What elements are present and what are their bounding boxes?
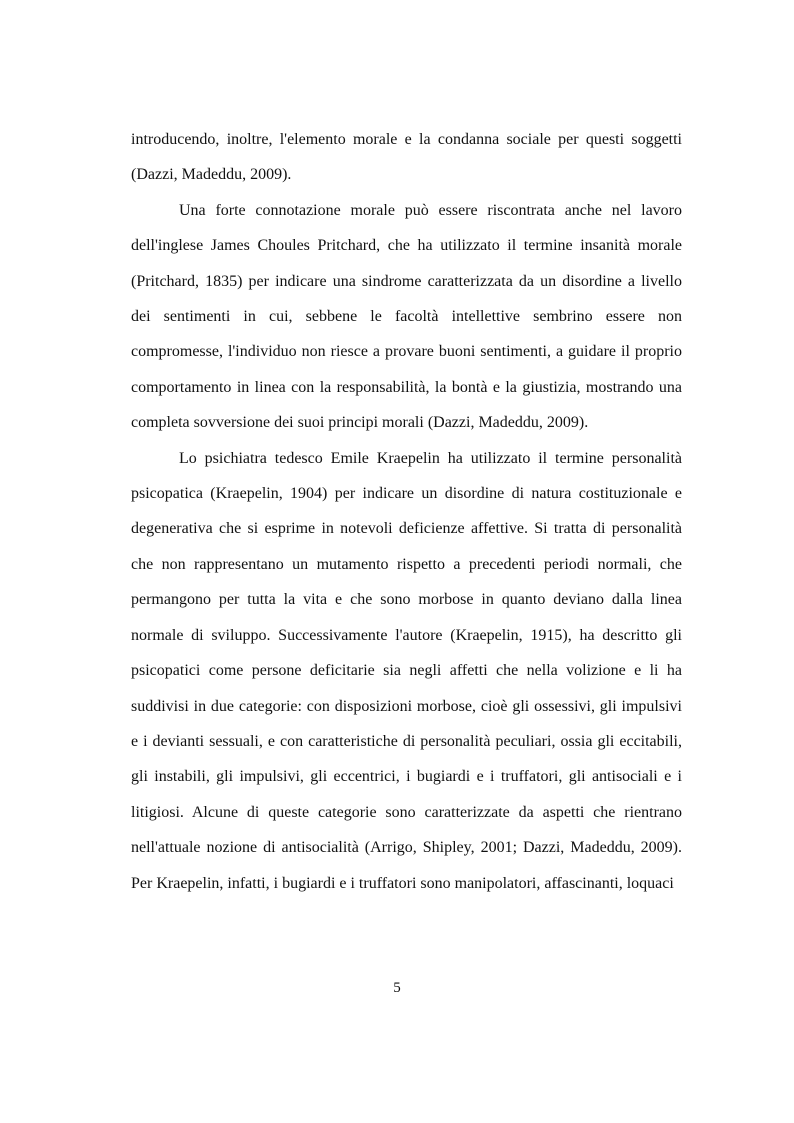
page-number: 5: [393, 980, 401, 996]
paragraph-kraepelin: Lo psichiatra tedesco Emile Kraepelin ha utilizzato il termine personalità psicopatica (Kraepelin, 1904) per indicare un disordine di natura costituzionale e degenerativa che si esprime in notevoli deficienze affettive. Si tratta di personalità che non rappresentano un mutamento rispetto a precedenti periodi normali, che permangono per tutta la vita e che sono morbose in quanto deviano dalla linea normale di sviluppo. Successivamente l'autore (Kraepelin, 1915), ha descritto gli psicopatici come persone deficitarie sia negli affetti che nella volizione e li ha suddivisi in due categorie: con disposizioni morbose, cioè gli ossessivi, gli impulsivi e i devianti sessuali, e con caratteristiche di personalità peculiari, ossia gli eccitabili, gli instabili, gli impulsivi, gli eccentrici, i bugiardi e i truffatori, gli antisociali e i litigiosi. Alcune di queste categorie sono caratterizzate da aspetti che rientrano nell'attuale nozione di antisocialità (Arrigo, Shipley, 2001; Dazzi, Madeddu, 2009). Per Kraepelin, infatti, i bugiardi e i truffatori sono manipolatori, affascinanti, loquaci: [131, 449, 682, 892]
paragraph-continuation: introducendo, inoltre, l'elemento morale e la condanna sociale per questi soggetti (Dazzi, Madeddu, 2009).: [131, 131, 682, 184]
paragraph-pritchard: Una forte connotazione morale può essere riscontrata anche nel lavoro dell'inglese James Choules Pritchard, che ha utilizzato il termine insanità morale (Pritchard, 1835) per indicare una sindrome caratterizzata da un disordine a livello dei sentimenti in cui, sebbene le facoltà intellettive sembrino essere non compromesse, l'individuo non riesce a provare buoni sentimenti, a guidare il proprio comportamento in linea con la responsabilità, la bontà e la giustizia, mostrando una completa sovversione dei suoi principi morali (Dazzi, Madeddu, 2009).: [131, 201, 682, 432]
body-text: [131, 122, 682, 901]
